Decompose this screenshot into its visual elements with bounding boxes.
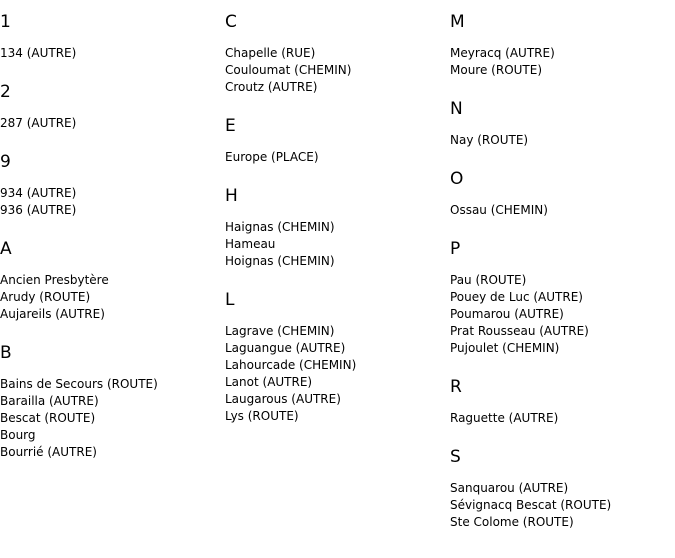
letter-group xyxy=(450,377,670,427)
street-list-item: 287 (AUTRE) xyxy=(0,116,77,130)
street-list xyxy=(0,45,220,62)
column-1 xyxy=(0,0,220,461)
street-list-item: Hoignas (CHEMIN) xyxy=(225,254,335,268)
street-list-item: Laugarous (AUTRE) xyxy=(225,392,341,406)
group-letter-heading: E xyxy=(225,116,236,136)
street-list-item: Sévignacq Bescat (ROUTE) xyxy=(450,498,612,512)
street-list-item: Barailla (AUTRE) xyxy=(0,394,99,408)
street-list-item: Pujoulet (CHEMIN) xyxy=(450,341,560,355)
letter-group xyxy=(0,343,220,461)
street-list-item: Prat Rousseau (AUTRE) xyxy=(450,324,589,338)
group-letter-heading: S xyxy=(450,447,461,467)
letter-group xyxy=(450,12,670,79)
street-list-item: Ancien Presbytère xyxy=(0,273,109,287)
letter-group xyxy=(450,169,670,219)
group-letter-heading: 2 xyxy=(0,82,11,102)
street-list-item: Laguangue (AUTRE) xyxy=(225,341,346,355)
street-list xyxy=(0,115,220,132)
street-list-item: Bescat (ROUTE) xyxy=(0,411,96,425)
group-letter-heading: 1 xyxy=(0,12,11,32)
street-list-item: Croutz (AUTRE) xyxy=(225,80,318,94)
column-2 xyxy=(225,0,445,425)
street-list-item: Arudy (ROUTE) xyxy=(0,290,91,304)
group-letter-heading: N xyxy=(450,99,463,119)
street-list xyxy=(0,185,220,219)
letter-group xyxy=(450,447,670,531)
street-list-item: Raguette (AUTRE) xyxy=(450,411,559,425)
street-list-item: Europe (PLACE) xyxy=(225,150,319,164)
street-list-item: Haignas (CHEMIN) xyxy=(225,220,335,234)
street-list xyxy=(450,410,670,427)
group-letter-heading: M xyxy=(450,12,465,32)
street-list-item: Lagrave (CHEMIN) xyxy=(225,324,335,338)
street-list-item: Bourg xyxy=(0,428,36,442)
street-list-item: Chapelle (RUE) xyxy=(225,46,316,60)
group-letter-heading: 9 xyxy=(0,152,11,172)
letter-group xyxy=(0,12,220,62)
group-letter-heading: B xyxy=(0,343,12,363)
group-letter-heading: L xyxy=(225,290,235,310)
street-list-item: Bourrié (AUTRE) xyxy=(0,445,97,459)
letter-group xyxy=(450,239,670,357)
letter-group xyxy=(225,186,445,270)
group-letter-heading: P xyxy=(450,239,461,259)
street-list-item: Aujareils (AUTRE) xyxy=(0,307,105,321)
street-list-item: Poumarou (AUTRE) xyxy=(450,307,564,321)
street-list xyxy=(450,272,670,357)
letter-group xyxy=(450,99,670,149)
street-list-item: Ossau (CHEMIN) xyxy=(450,203,548,217)
street-list-item: Bains de Secours (ROUTE) xyxy=(0,377,158,391)
group-letter-heading: O xyxy=(450,169,464,189)
street-list xyxy=(450,132,670,149)
group-letter-heading: R xyxy=(450,377,462,397)
street-list-item: 936 (AUTRE) xyxy=(0,203,77,217)
street-list-item: Couloumat (CHEMIN) xyxy=(225,63,352,77)
street-list-item: Lys (ROUTE) xyxy=(225,409,299,423)
street-list xyxy=(450,480,670,531)
street-list-item: Hameau xyxy=(225,237,276,251)
street-list-item: Lahourcade (CHEMIN) xyxy=(225,358,357,372)
street-list xyxy=(225,45,445,96)
letter-group xyxy=(0,152,220,219)
street-list xyxy=(0,376,220,461)
letter-group xyxy=(225,116,445,166)
letter-group xyxy=(0,239,220,323)
letter-group xyxy=(0,82,220,132)
street-list-item: 134 (AUTRE) xyxy=(0,46,77,60)
street-list-item: Pau (ROUTE) xyxy=(450,273,527,287)
group-letter-heading: H xyxy=(225,186,238,206)
street-list-item: Ste Colome (ROUTE) xyxy=(450,515,574,529)
street-list-item: Lanot (AUTRE) xyxy=(225,375,313,389)
street-list xyxy=(225,323,445,425)
group-letter-heading: C xyxy=(225,12,237,32)
street-list xyxy=(450,45,670,79)
street-list-item: Sanquarou (AUTRE) xyxy=(450,481,569,495)
street-list-item: 934 (AUTRE) xyxy=(0,186,77,200)
column-3 xyxy=(450,0,670,531)
street-list-item: Meyracq (AUTRE) xyxy=(450,46,555,60)
street-list xyxy=(225,149,445,166)
street-list-item: Moure (ROUTE) xyxy=(450,63,543,77)
street-list xyxy=(450,202,670,219)
street-list-item: Nay (ROUTE) xyxy=(450,133,529,147)
letter-group xyxy=(225,12,445,96)
letter-group xyxy=(225,290,445,425)
street-list xyxy=(0,272,220,323)
street-list-item: Pouey de Luc (AUTRE) xyxy=(450,290,583,304)
street-list xyxy=(225,219,445,270)
group-letter-heading: A xyxy=(0,239,12,259)
